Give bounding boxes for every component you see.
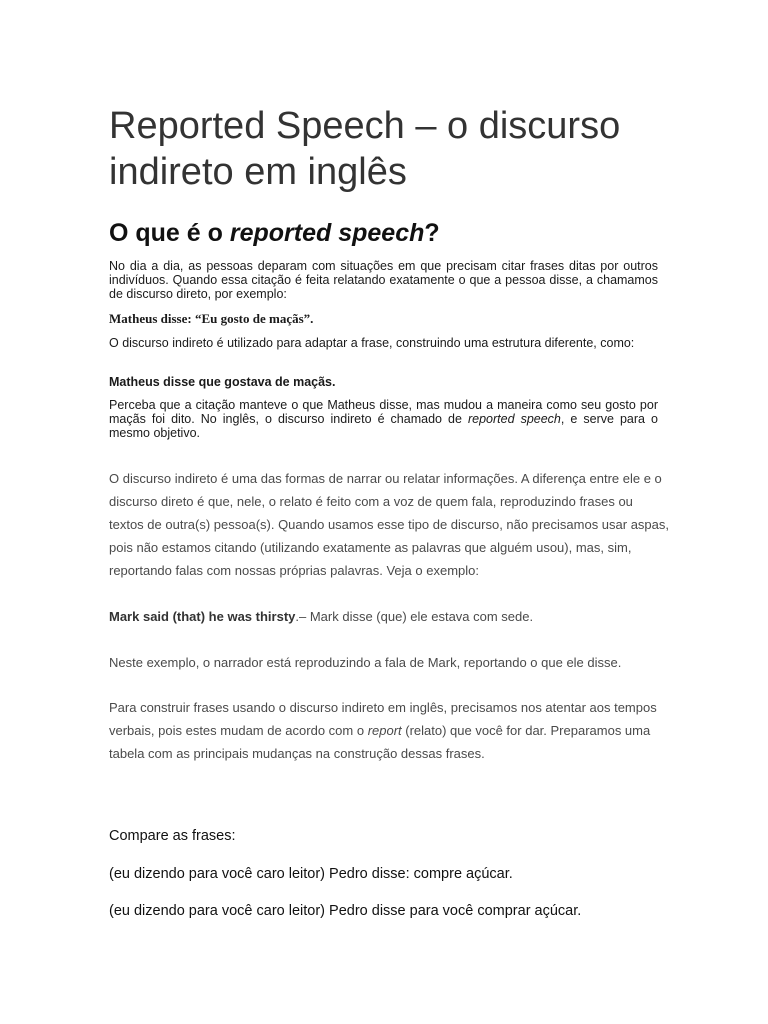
paragraph-tenses [109, 696, 669, 765]
example-mark-english: Mark said (that) he was thirsty [109, 609, 296, 624]
p7-before: Para construir frases usando o discurso indireto em inglês, precisamos nos atentar aos tempos verbais, pois estes mudam de acordo com o [109, 700, 657, 738]
heading-prefix: O que é o [109, 219, 230, 247]
paragraph-explanation [109, 398, 658, 440]
p3-emphasis: reported speech [467, 412, 561, 426]
section-heading [109, 216, 440, 250]
heading-emphasis: reported speech [229, 219, 425, 247]
compare-sentence-2: (eu dizendo para você caro leitor) Pedro disse para você comprar açúcar. [109, 903, 582, 919]
example-indirect: Matheus disse que gostava de maçãs. [109, 375, 336, 389]
p3-after: , e serve para o mesmo objetivo. [109, 412, 658, 440]
example-mark-translation: .– Mark disse (que) ele estava com sede. [295, 609, 534, 624]
p7-emphasis: report [367, 723, 402, 738]
paragraph-direct-speech: No dia a dia, as pessoas deparam com situações em que precisam citar frases ditas por outros indivíduos. Quando essa citação é feita relatando exatamente o que a pessoa disse, a chamamos de discurso direto, por exemplo: [109, 259, 658, 301]
paragraph-narrator: Neste exemplo, o narrador está reproduzindo a fala de Mark, reportando o que ele disse. [109, 655, 622, 670]
p3-before: Perceba que a citação manteve o que Matheus disse, mas mudou a maneira como seu gosto por maçãs foi dito. No inglês, o discurso indireto é chamado de [109, 398, 658, 426]
p7-after: (relato) que você for dar. Preparamos uma tabela com as principais mudanças na construção dessas frases. [109, 723, 651, 761]
page-title: Reported Speech – o discurso indireto em inglês [109, 105, 621, 193]
compare-label: Compare as frases: [109, 828, 236, 844]
paragraph-example-mark [109, 605, 669, 628]
compare-sentence-1: (eu dizendo para você caro leitor) Pedro disse: compre açúcar. [109, 866, 513, 882]
paragraph-definition: O discurso indireto é uma das formas de narrar ou relatar informações. A diferença entre ele e o discurso direto é que, nele, o relato é feito com a voz de quem fala, reproduzindo frases ou textos de outra(s) pessoa(s). Quando usamos esse tipo de discurso, não precisamos usar aspas, pois não estamos citando (utilizando exatamente as palavras que alguém usou), mas, sim, reportando falas com nossas próprias palavras. Veja o exemplo: [109, 471, 670, 578]
heading-suffix: ? [424, 219, 440, 247]
paragraph-indirect-speech: O discurso indireto é utilizado para adaptar a frase, construindo uma estrutura diferente, como: [109, 336, 635, 350]
example-direct: Matheus disse: “Eu gosto de maçãs”. [109, 311, 314, 326]
